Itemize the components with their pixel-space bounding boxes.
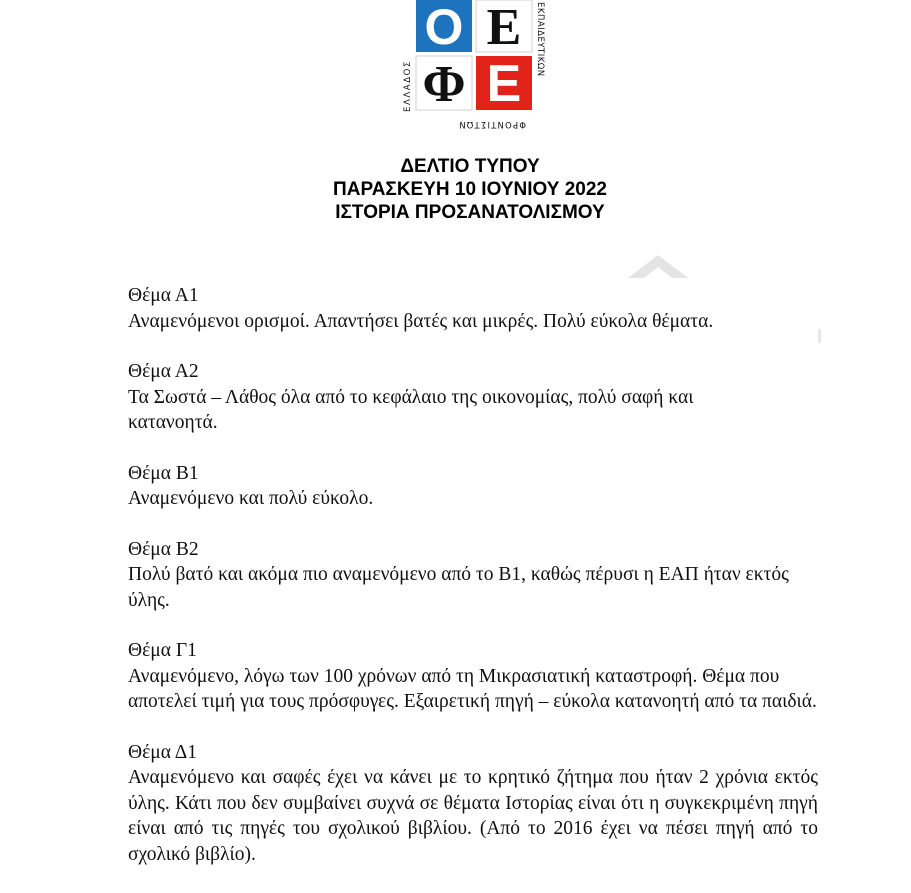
logo-letter-epsilon-1: Ε xyxy=(486,0,522,56)
heading-line-2: ΠΑΡΑΣΚΕΥΗ 10 ΙΟΥΝΙΟΥ 2022 xyxy=(333,179,607,200)
section-b2 xyxy=(128,537,818,614)
section-title: Θέμα Β1 xyxy=(128,462,199,484)
section-text: Αναμενόμενοι ορισμοί. Απαντήσει βατές και μικρές. Πολύ εύκολα θέματα. xyxy=(128,310,714,332)
logo-letter-epsilon-2: Ε xyxy=(486,55,522,113)
oefe-logo xyxy=(398,0,548,130)
section-text: Πολύ βατό και ακόμα πιο αναμενόμενο από το Β1, καθώς πέρυσι η ΕΑΠ ήταν εκτός ύλης. xyxy=(128,564,789,611)
section-a2 xyxy=(128,359,818,436)
section-d1 xyxy=(128,740,818,868)
document-body xyxy=(128,283,818,892)
logo-letter-phi: Φ xyxy=(422,56,466,113)
press-release-heading xyxy=(0,155,911,224)
section-title: Θέμα Γ1 xyxy=(128,640,197,661)
section-title: Θέμα Α1 xyxy=(128,285,199,306)
section-text: Αναμενόμενο και πολύ εύκολο. xyxy=(128,488,374,509)
watermark-chevron-icon xyxy=(628,252,688,280)
section-title: Θέμα Β2 xyxy=(128,538,199,560)
heading-line-3: ΙΣΤΟΡΙΑ ΠΡΟΣΑΝΑΤΟΛΙΣΜΟΥ xyxy=(335,202,605,223)
logo-letter-omicron: Ο xyxy=(424,0,464,55)
section-title: Θέμα Δ1 xyxy=(128,741,198,763)
decorative-mark xyxy=(818,329,821,343)
section-g1 xyxy=(128,638,818,715)
logo-side-left-text: ΕΛΛΑΔΟΣ xyxy=(403,60,413,112)
heading-line-1: ΔΕΛΤΙΟ ΤΥΠΟΥ xyxy=(400,156,540,177)
section-title: Θέμα Α2 xyxy=(128,361,199,382)
logo-side-right-text: ΕΚΠΑΙΔΕΥΤΙΚΩΝ xyxy=(535,2,545,77)
logo-bottom-text: ΦΡΟΝΤΙΣΤΩΝ xyxy=(458,119,526,129)
section-text: Αναμενόμενο και σαφές έχει να κάνει με το κρητικό ζήτημα που ήταν 2 χρόνια εκτός ύλης. Κάτι που δεν συμβαίνει συχνά σε θέματα Ιστορίας είναι ότι η συγκεκριμένη πηγή είναι από τις πηγές του σχολικού βιβλίου. (Από το 2016 έχει να πέσει πηγή από το σχολικό βιβλίο). xyxy=(128,767,818,865)
section-text: Αναμενόμενο, λόγω των 100 χρόνων από τη Μικρασιατική καταστροφή. Θέμα που αποτελεί τιμή για τους πρόσφυγες. Εξαιρετική πηγή – εύκολα κατανοητή από τα παιδιά. xyxy=(128,665,817,712)
section-text: Τα Σωστά – Λάθος όλα από το κεφάλαιο της οικονομίας, πολύ σαφή και κατανοητά. xyxy=(128,386,694,433)
section-b1 xyxy=(128,461,818,512)
section-a1 xyxy=(128,283,818,334)
oefe-logo-graphic xyxy=(398,0,548,130)
